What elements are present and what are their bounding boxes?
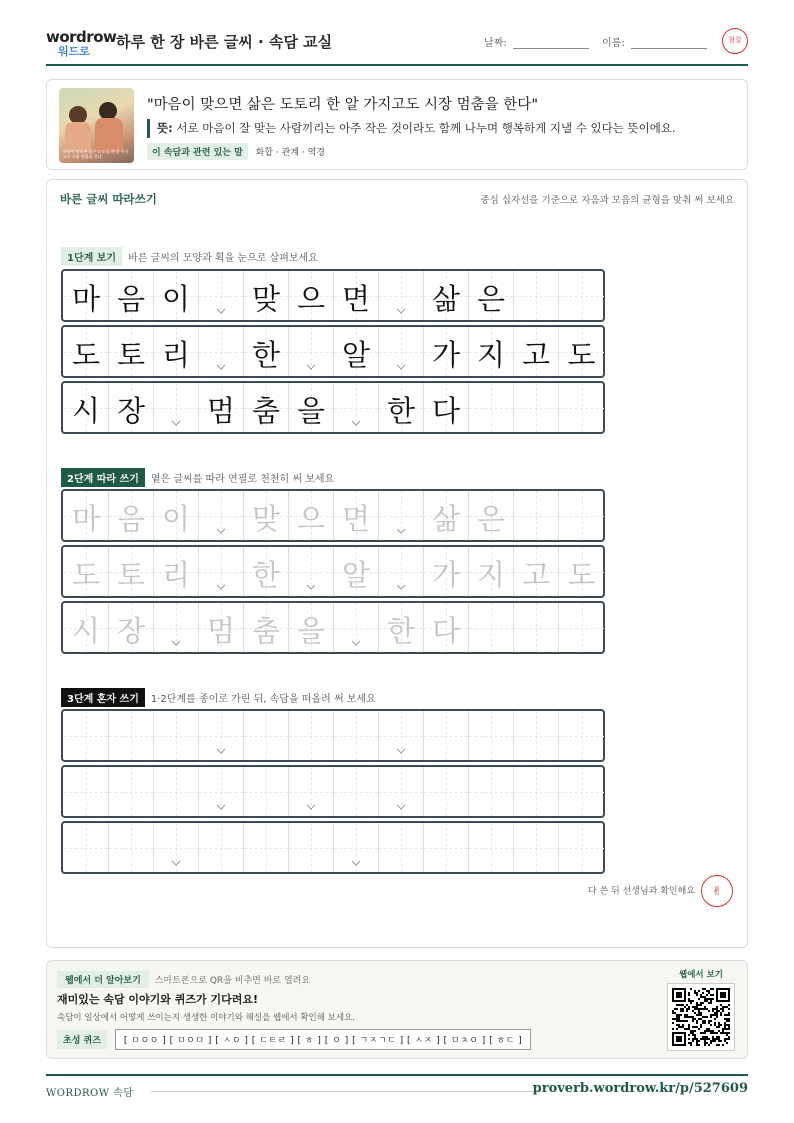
grid-cell [64,383,109,432]
grid-char: 한 [386,614,415,648]
step3-desc: 1·2단계를 종이로 가린 뒤, 속담을 떠올려 써 보세요 [150,694,376,705]
grid-char: 이 [161,282,190,316]
grid-cell [514,271,559,320]
grid-char: 이 [161,502,190,536]
grid-cell[interactable] [469,491,514,540]
grid-cell[interactable] [424,491,469,540]
grid-char: 음 [116,282,145,316]
proverb-text: "마음이 맞으면 삶은 도토리 한 알 가지고도 시장 멈춤을 한다" [147,97,538,113]
step1-label [61,247,318,266]
practice-hint: 중심 십자선을 기준으로 자음과 모음의 균형을 맞춰 써 보세요 [480,195,734,206]
grid-cell [559,271,604,320]
grid-char: 춤 [251,394,280,428]
grid-cell[interactable] [514,711,559,760]
grid-char: 고 [521,338,550,372]
praise-stamp: 참잘 [722,28,748,54]
grid-char: 시 [71,394,100,428]
grid-char: 으 [296,282,325,316]
qr-code-icon[interactable] [667,983,735,1051]
page-footer [46,1074,748,1104]
space-mark-icon [351,420,361,430]
grid-cell[interactable] [64,547,109,596]
grid-cell[interactable] [379,767,424,816]
grid-cell [559,327,604,376]
grid-cell [334,327,379,376]
step1-badge: 1단계 보기 [61,247,122,266]
grid-cell[interactable] [469,767,514,816]
grid-cell[interactable] [109,603,154,652]
grid-cell [244,271,289,320]
grid-cell [469,383,514,432]
wordrow-logo [46,28,117,58]
proverb-meaning [147,119,676,138]
grid-cell [424,383,469,432]
web-description: 속담이 일상에서 어떻게 쓰이는지 생생한 이야기와 해설을 웹에서 확인해 보세요. [57,1013,355,1023]
view-row [61,269,605,322]
grid-char: 멈 [206,394,235,428]
space-mark-icon [396,804,406,814]
grid-cell[interactable] [379,491,424,540]
grid-char: 도 [71,338,100,372]
grid-cell[interactable] [199,767,244,816]
grid-cell [469,271,514,320]
blank-row[interactable] [61,765,605,818]
qr-label: 웹에서 보기 [678,970,723,980]
footer-divider [151,1091,538,1092]
footer-brand: WORDROW 속담 [46,1088,134,1099]
grid-char: 장 [116,394,145,428]
grid-cell[interactable] [289,603,334,652]
grid-cell[interactable] [424,603,469,652]
grid-cell[interactable] [154,491,199,540]
date-line[interactable] [513,37,589,49]
grid-char: 지 [476,558,505,592]
grid-cell[interactable] [244,767,289,816]
grid-char: 지 [476,338,505,372]
grid-cell[interactable] [424,711,469,760]
grid-cell[interactable] [559,491,604,540]
grid-cell [154,271,199,320]
grid-char: 장 [116,614,145,648]
practice-title: 바른 글씨 따라쓰기 [60,192,157,206]
grid-cell [289,383,334,432]
space-mark-icon [396,528,406,538]
grid-cell[interactable] [334,547,379,596]
teacher-confirm [588,875,733,907]
grid-cell[interactable] [469,711,514,760]
grid-char: 한 [251,558,280,592]
grid-cell[interactable] [514,491,559,540]
space-mark-icon [216,748,226,758]
grid-cell[interactable] [559,711,604,760]
grid-cell[interactable] [514,547,559,596]
logo-subtext: 워드로 [58,45,90,58]
grid-cell [424,271,469,320]
grid-cell [64,271,109,320]
grid-cell[interactable] [109,767,154,816]
name-field[interactable] [602,34,707,49]
confirm-text: 다 쓴 뒤 선생님과 확인해요 [587,886,695,897]
space-mark-icon [216,584,226,594]
grid-cell[interactable] [109,711,154,760]
grid-char: 한 [251,338,280,372]
grid-cell[interactable] [154,603,199,652]
grid-cell [64,327,109,376]
grid-cell[interactable] [289,711,334,760]
grid-char: 다 [431,394,460,428]
grid-char: 토 [116,338,145,372]
proverb-illustration [59,88,134,163]
grid-cell[interactable] [469,547,514,596]
grid-char: 가 [431,338,460,372]
space-mark-icon [171,640,181,650]
chosung-quiz [57,1029,531,1050]
confirm-seal-icon [701,875,733,907]
grid-cell[interactable] [424,547,469,596]
grid-cell [154,327,199,376]
grid-cell[interactable] [244,823,289,872]
grid-char: 리 [161,338,190,372]
grid-cell[interactable] [64,711,109,760]
grid-cell[interactable] [334,711,379,760]
trace-row[interactable] [61,489,605,542]
grid-cell[interactable] [244,603,289,652]
space-mark-icon [396,584,406,594]
grid-cell [514,383,559,432]
grid-char: 시 [71,614,100,648]
step1-desc: 바른 글씨의 모양과 획을 눈으로 살펴보세요 [128,253,318,264]
space-mark-icon [216,528,226,538]
related-words [147,143,325,160]
grid-cell[interactable] [244,711,289,760]
grid-char: 마 [71,502,100,536]
grid-char: 고 [521,558,550,592]
footer-url[interactable]: proverb.wordrow.kr/p/527609 [532,1081,748,1096]
grid-cell[interactable] [469,603,514,652]
grid-char: 멈 [206,614,235,648]
space-mark-icon [216,364,226,374]
grid-char: 다 [431,614,460,648]
grid-char: 삶 [431,282,460,316]
logo-text: wordrow [46,28,117,46]
grid-char: 맞 [251,282,280,316]
grid-char: 삶 [431,502,460,536]
grid-cell[interactable] [289,491,334,540]
grid-cell[interactable] [424,823,469,872]
space-mark-icon [306,364,316,374]
space-mark-icon [351,640,361,650]
grid-cell [199,327,244,376]
grid-cell [334,383,379,432]
space-mark-icon [171,860,181,870]
web-tag [57,971,310,988]
grid-cell[interactable] [559,823,604,872]
grid-cell [289,271,334,320]
grid-cell [379,383,424,432]
space-mark-icon [396,364,406,374]
quiz-box: [ ㅁㅇㅇ ] [ ㅁㅇㅁ ] [ ㅅㅇ ] [ ㄷㅌㄹ ] [ ㅎ ] [ ㅇ ] [ ㄱㅈㄱㄷ ] [ ㅅㅈ ] [ ㅁㅊㅇ ] [ ㅎㄷ ] [115,1029,531,1050]
grid-cell[interactable] [154,711,199,760]
grid-char: 알 [341,558,370,592]
grid-cell[interactable] [244,491,289,540]
grid-cell [379,327,424,376]
grid-cell [334,271,379,320]
grid-char: 토 [116,558,145,592]
space-mark-icon [396,308,406,318]
grid-cell[interactable] [559,603,604,652]
grid-cell[interactable] [514,603,559,652]
grid-char: 을 [296,614,325,648]
space-mark-icon [306,804,316,814]
grid-cell[interactable] [64,491,109,540]
grid-char: 리 [161,558,190,592]
grid-char: 맞 [251,502,280,536]
grid-cell[interactable] [64,603,109,652]
space-mark-icon [396,748,406,758]
grid-cell[interactable] [514,767,559,816]
view-row [61,381,605,434]
grid-cell[interactable] [199,823,244,872]
grid-char: 은 [476,282,505,316]
grid-cell[interactable] [514,823,559,872]
grid-cell[interactable] [469,823,514,872]
step2-badge: 2단계 따라 쓰기 [61,468,145,487]
step2-desc: 옅은 글씨를 따라 연필로 천천히 써 보세요 [150,474,335,485]
grid-cell [244,327,289,376]
grid-cell[interactable] [559,547,604,596]
grid-cell [559,383,604,432]
name-line[interactable] [631,37,707,49]
related-label: 이 속담과 관련 있는 말 [147,143,248,160]
blank-row[interactable] [61,709,605,762]
trace-row[interactable] [61,545,605,598]
grid-char: 을 [296,394,325,428]
grid-cell[interactable] [154,547,199,596]
grid-cell[interactable] [64,767,109,816]
grid-char: 도 [567,558,596,592]
practice-panel [46,179,748,948]
grid-cell[interactable] [379,603,424,652]
grid-char: 도 [71,558,100,592]
grid-cell[interactable] [289,547,334,596]
grid-cell [154,383,199,432]
grid-char: 가 [431,558,460,592]
grid-cell [424,327,469,376]
grid-cell[interactable] [424,767,469,816]
name-label: 이름: [602,38,625,49]
grid-cell[interactable] [154,823,199,872]
grid-cell[interactable] [109,823,154,872]
grid-cell[interactable] [199,711,244,760]
grid-cell[interactable] [379,547,424,596]
grid-char: 면 [341,502,370,536]
illustration-caption: 마음이 맞으면 삶은 도토리 한 알 가지고도 시장 멈춤을 한다 [63,149,129,159]
grid-cell[interactable] [334,491,379,540]
grid-cell [199,383,244,432]
space-mark-icon [351,860,361,870]
grid-cell[interactable] [64,823,109,872]
grid-char: 면 [341,282,370,316]
grid-cell[interactable] [199,491,244,540]
meaning-text: 서로 마음이 잘 맞는 사람끼리는 아주 작은 것이라도 함께 나누며 행복하게 지낼 수 있다는 뜻이에요. [176,121,676,135]
space-mark-icon [216,804,226,814]
grid-char: 으 [296,502,325,536]
grid-cell[interactable] [109,547,154,596]
meaning-label: 뜻: [157,121,173,135]
grid-cell [109,327,154,376]
grid-cell[interactable] [199,547,244,596]
grid-cell[interactable] [334,823,379,872]
space-mark-icon [306,584,316,594]
grid-cell[interactable] [379,711,424,760]
view-row [61,325,605,378]
grid-cell [289,327,334,376]
grid-cell[interactable] [199,603,244,652]
web-promo [46,960,748,1059]
grid-cell[interactable] [379,823,424,872]
grid-cell [244,383,289,432]
web-tag-desc: 스마트폰으로 QR을 비추면 바로 열려요 [154,976,311,986]
space-mark-icon [171,420,181,430]
grid-cell[interactable] [154,767,199,816]
proverb-card [46,79,748,170]
grid-cell[interactable] [559,767,604,816]
grid-cell[interactable] [289,823,334,872]
date-label: 날짜: [484,38,507,49]
web-tag-label: 웹에서 더 알아보기 [57,971,149,988]
blank-row[interactable] [61,821,605,874]
web-headline: 재미있는 속담 이야기와 퀴즈가 기다려요! [57,993,258,1006]
trace-row[interactable] [61,601,605,654]
grid-char: 춤 [251,614,280,648]
grid-char: 알 [341,338,370,372]
grid-cell[interactable] [289,767,334,816]
grid-cell [514,327,559,376]
space-mark-icon [216,308,226,318]
grid-cell [469,327,514,376]
grid-cell [379,271,424,320]
grid-cell[interactable] [334,603,379,652]
quiz-label: 초성 퀴즈 [57,1030,107,1049]
related-list: 화합 · 관계 · 역경 [255,148,325,158]
page-title: 하루 한 장 바른 글씨 · 속담 교실 [116,33,333,51]
page-header [46,24,748,66]
grid-cell[interactable] [244,547,289,596]
grid-cell [199,271,244,320]
grid-char: 음 [116,502,145,536]
step2-label [61,468,334,487]
grid-char: 마 [71,282,100,316]
date-field[interactable] [484,34,589,49]
grid-char: 한 [386,394,415,428]
step3-label [61,688,376,707]
grid-char: 도 [567,338,596,372]
grid-cell[interactable] [109,491,154,540]
grid-cell [109,271,154,320]
grid-cell[interactable] [334,767,379,816]
step3-badge: 3단계 혼자 쓰기 [61,688,145,707]
grid-char: 은 [476,502,505,536]
grid-cell [109,383,154,432]
